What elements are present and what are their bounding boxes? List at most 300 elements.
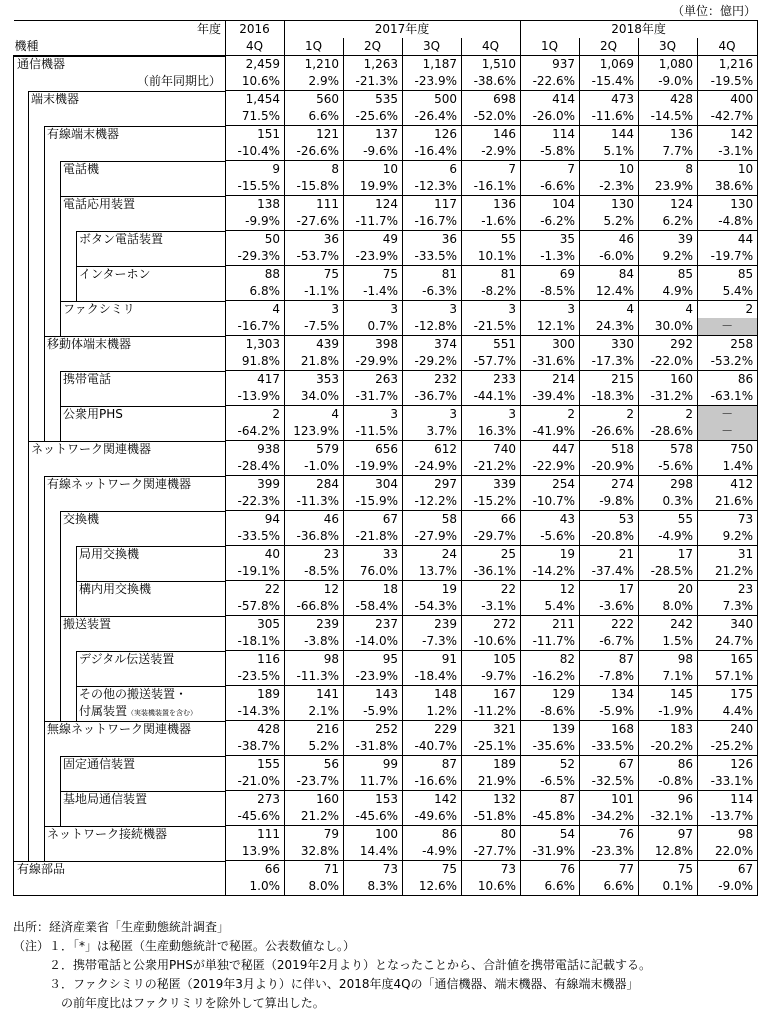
row-label-cell bbox=[14, 458, 226, 476]
rate-cell: － bbox=[698, 423, 758, 441]
value-cell: 168 bbox=[580, 721, 639, 739]
row-label-cell bbox=[14, 231, 226, 249]
rate-cell: -45.8% bbox=[521, 808, 580, 826]
value-cell: 10 bbox=[580, 161, 639, 179]
value-cell: 578 bbox=[639, 441, 698, 459]
value-cell: 114 bbox=[521, 126, 580, 144]
value-cell: 24 bbox=[403, 546, 462, 564]
rate-cell: -23.9% bbox=[344, 248, 403, 266]
value-cell: 76 bbox=[521, 861, 580, 879]
table-row-rate bbox=[14, 108, 758, 126]
row-label: 有線ネットワーク関連機器 bbox=[47, 476, 192, 491]
value-cell: 35 bbox=[521, 231, 580, 249]
value-cell: 91 bbox=[403, 651, 462, 669]
value-cell: 143 bbox=[344, 686, 403, 704]
value-cell: 938 bbox=[226, 441, 285, 459]
rate-cell: -10.6% bbox=[462, 633, 521, 651]
rate-cell: -22.6% bbox=[521, 73, 580, 91]
value-cell: 75 bbox=[403, 861, 462, 879]
table-row-rate bbox=[14, 598, 758, 616]
value-cell: 73 bbox=[462, 861, 521, 879]
table-row-rate bbox=[14, 738, 758, 756]
row-label-cell bbox=[14, 336, 226, 354]
rate-cell: 16.3% bbox=[462, 423, 521, 441]
rate-cell: -3.8% bbox=[285, 633, 344, 651]
rate-cell: 3.7% bbox=[403, 423, 462, 441]
row-label: 無線ネットワーク関連機器 bbox=[47, 721, 192, 736]
row-label-cell bbox=[14, 861, 226, 879]
rate-cell: 12.4% bbox=[580, 283, 639, 301]
table-row-rate bbox=[14, 458, 758, 476]
table-row bbox=[14, 56, 758, 74]
rate-cell: -32.5% bbox=[580, 773, 639, 791]
value-cell: 3 bbox=[344, 301, 403, 319]
row-label-line2-main: 付属装置 bbox=[79, 704, 128, 718]
value-cell: 79 bbox=[285, 826, 344, 844]
rate-cell: -40.7% bbox=[403, 738, 462, 756]
rate-cell: -24.9% bbox=[403, 458, 462, 476]
value-cell: 4 bbox=[639, 301, 698, 319]
value-cell: 73 bbox=[344, 861, 403, 879]
row-label-cell bbox=[14, 791, 226, 809]
value-cell: 237 bbox=[344, 616, 403, 634]
header-kishu-label: 機種 bbox=[14, 39, 39, 53]
value-cell: 85 bbox=[639, 266, 698, 284]
row-label-line2 bbox=[79, 703, 197, 721]
rate-cell: -9.6% bbox=[344, 143, 403, 161]
rate-cell: 1.4% bbox=[698, 458, 758, 476]
row-label-cell bbox=[14, 318, 226, 336]
table-row-rate bbox=[14, 248, 758, 266]
value-cell: 535 bbox=[344, 91, 403, 109]
notes bbox=[13, 918, 651, 1013]
value-cell: 23 bbox=[285, 546, 344, 564]
value-cell: 414 bbox=[521, 91, 580, 109]
row-label-cell bbox=[14, 301, 226, 319]
value-cell: 71 bbox=[285, 861, 344, 879]
value-cell: 17 bbox=[580, 581, 639, 599]
rate-cell: 7.1% bbox=[639, 668, 698, 686]
rate-cell: 14.4% bbox=[344, 843, 403, 861]
rate-cell: 1.5% bbox=[639, 633, 698, 651]
value-cell: 189 bbox=[226, 686, 285, 704]
value-cell: 130 bbox=[580, 196, 639, 214]
rate-cell: -1.6% bbox=[462, 213, 521, 231]
rate-cell: -1.0% bbox=[285, 458, 344, 476]
value-cell: 2 bbox=[521, 406, 580, 424]
rate-cell: -8.5% bbox=[285, 563, 344, 581]
row-label-cell bbox=[14, 546, 226, 564]
rate-cell: -4.9% bbox=[639, 528, 698, 546]
rate-cell: -31.6% bbox=[521, 353, 580, 371]
value-cell: 233 bbox=[462, 371, 521, 389]
table-row bbox=[14, 161, 758, 179]
table-row-rate bbox=[14, 808, 758, 826]
value-cell: 67 bbox=[344, 511, 403, 529]
row-label-cell bbox=[14, 598, 226, 616]
rate-cell: -29.7% bbox=[462, 528, 521, 546]
value-cell: 399 bbox=[226, 476, 285, 494]
value-cell: 7 bbox=[462, 161, 521, 179]
rate-cell: 5.2% bbox=[285, 738, 344, 756]
value-cell: 1,263 bbox=[344, 56, 403, 74]
value-cell: 19 bbox=[403, 581, 462, 599]
value-cell: 22 bbox=[226, 581, 285, 599]
row-label-cell bbox=[14, 878, 226, 896]
value-cell: 36 bbox=[285, 231, 344, 249]
rate-cell: 12.6% bbox=[403, 878, 462, 896]
value-cell: 400 bbox=[698, 91, 758, 109]
value-cell: 3 bbox=[285, 301, 344, 319]
value-cell: 321 bbox=[462, 721, 521, 739]
rate-cell: -8.5% bbox=[521, 283, 580, 301]
row-label-cell bbox=[14, 651, 226, 669]
rate-cell: -3.1% bbox=[462, 598, 521, 616]
rate-cell: -44.1% bbox=[462, 388, 521, 406]
row-label-cell bbox=[14, 826, 226, 844]
value-cell: 1,303 bbox=[226, 336, 285, 354]
value-cell: 428 bbox=[226, 721, 285, 739]
rate-cell: -1.9% bbox=[639, 703, 698, 721]
rate-cell: -6.2% bbox=[521, 213, 580, 231]
row-label-cell bbox=[14, 266, 226, 284]
rate-cell: 9.2% bbox=[698, 528, 758, 546]
rate-cell: -36.8% bbox=[285, 528, 344, 546]
rate-cell: -35.6% bbox=[521, 738, 580, 756]
value-cell: 216 bbox=[285, 721, 344, 739]
row-label-cell bbox=[14, 143, 226, 161]
rate-cell: 5.1% bbox=[580, 143, 639, 161]
rate-cell: － bbox=[698, 318, 758, 336]
value-cell: 7 bbox=[521, 161, 580, 179]
row-label-cell bbox=[14, 371, 226, 389]
row-label-cell bbox=[14, 843, 226, 861]
value-cell: 211 bbox=[521, 616, 580, 634]
row-label-cell bbox=[14, 738, 226, 756]
rate-cell: -3.6% bbox=[580, 598, 639, 616]
rate-cell: -18.4% bbox=[403, 668, 462, 686]
value-cell: 111 bbox=[285, 196, 344, 214]
rate-cell: -23.5% bbox=[226, 668, 285, 686]
value-cell: 214 bbox=[521, 371, 580, 389]
row-label-cell bbox=[14, 808, 226, 826]
rate-cell: -11.3% bbox=[285, 493, 344, 511]
rate-cell: 2.9% bbox=[285, 73, 344, 91]
rate-cell: 0.7% bbox=[344, 318, 403, 336]
table-row-rate bbox=[14, 563, 758, 581]
rate-cell: 123.9% bbox=[285, 423, 344, 441]
value-cell: 3 bbox=[462, 301, 521, 319]
table-row-rate bbox=[14, 178, 758, 196]
table-row-rate bbox=[14, 703, 758, 721]
quarter-header: 3Q bbox=[403, 38, 462, 56]
value-cell: 447 bbox=[521, 441, 580, 459]
row-label-cell bbox=[14, 126, 226, 144]
row-label: インターホン bbox=[79, 266, 151, 281]
row-label-cell bbox=[14, 353, 226, 371]
row-label: 基地局通信装置 bbox=[63, 791, 148, 806]
row-label-cell bbox=[14, 528, 226, 546]
value-cell: 4 bbox=[580, 301, 639, 319]
value-cell: 96 bbox=[639, 791, 698, 809]
quarter-header: 2Q bbox=[580, 38, 639, 56]
value-cell: 215 bbox=[580, 371, 639, 389]
value-cell: 132 bbox=[462, 791, 521, 809]
row-label: 移動体端末機器 bbox=[47, 336, 132, 351]
value-cell: 1,080 bbox=[639, 56, 698, 74]
value-cell: 85 bbox=[698, 266, 758, 284]
value-cell: 374 bbox=[403, 336, 462, 354]
rate-cell: -14.2% bbox=[521, 563, 580, 581]
row-label-cell bbox=[14, 108, 226, 126]
rate-cell: -11.7% bbox=[344, 213, 403, 231]
row-label-cell bbox=[14, 406, 226, 424]
value-cell: 8 bbox=[285, 161, 344, 179]
rate-cell: 5.2% bbox=[580, 213, 639, 231]
rate-cell: 6.6% bbox=[285, 108, 344, 126]
rate-cell: 8.0% bbox=[285, 878, 344, 896]
value-cell: 97 bbox=[639, 826, 698, 844]
value-cell: 428 bbox=[639, 91, 698, 109]
row-label-cell bbox=[14, 283, 226, 301]
rate-cell: -39.4% bbox=[521, 388, 580, 406]
production-table bbox=[13, 20, 758, 896]
row-label: ネットワーク関連機器 bbox=[31, 441, 152, 456]
value-cell: 2,459 bbox=[226, 56, 285, 74]
rate-cell: -23.9% bbox=[344, 668, 403, 686]
quarter-header: 4Q bbox=[226, 38, 285, 56]
rate-cell: -38.7% bbox=[226, 738, 285, 756]
rate-cell: -57.8% bbox=[226, 598, 285, 616]
value-cell: 18 bbox=[344, 581, 403, 599]
value-cell: 9 bbox=[226, 161, 285, 179]
row-label-cell bbox=[14, 91, 226, 109]
rate-cell: -0.8% bbox=[639, 773, 698, 791]
value-cell: 105 bbox=[462, 651, 521, 669]
rate-cell: 12.1% bbox=[521, 318, 580, 336]
value-cell: 937 bbox=[521, 56, 580, 74]
rate-cell: -52.0% bbox=[462, 108, 521, 126]
rate-cell: -22.0% bbox=[639, 353, 698, 371]
value-cell: 31 bbox=[698, 546, 758, 564]
rate-cell: -5.9% bbox=[580, 703, 639, 721]
rate-cell: 23.9% bbox=[639, 178, 698, 196]
rate-cell: 1.2% bbox=[403, 703, 462, 721]
value-cell: 124 bbox=[344, 196, 403, 214]
value-cell: 95 bbox=[344, 651, 403, 669]
value-cell: 1,216 bbox=[698, 56, 758, 74]
value-cell: 56 bbox=[285, 756, 344, 774]
rate-cell: -63.1% bbox=[698, 388, 758, 406]
value-cell: 124 bbox=[639, 196, 698, 214]
table-row bbox=[14, 616, 758, 634]
unit-label: （単位：億円） bbox=[671, 4, 756, 18]
rate-cell: -1.1% bbox=[285, 283, 344, 301]
row-label-cell bbox=[14, 476, 226, 494]
value-cell: 339 bbox=[462, 476, 521, 494]
value-cell: 81 bbox=[462, 266, 521, 284]
rate-cell: 5.4% bbox=[521, 598, 580, 616]
value-cell: 104 bbox=[521, 196, 580, 214]
rate-cell: -16.7% bbox=[226, 318, 285, 336]
value-cell: 551 bbox=[462, 336, 521, 354]
rate-cell: -4.9% bbox=[403, 843, 462, 861]
value-cell: 167 bbox=[462, 686, 521, 704]
value-cell: 229 bbox=[403, 721, 462, 739]
row-label-cell bbox=[14, 196, 226, 214]
row-label-cell bbox=[14, 616, 226, 634]
value-cell: 254 bbox=[521, 476, 580, 494]
quarter-header: 4Q bbox=[462, 38, 521, 56]
rate-cell: 5.4% bbox=[698, 283, 758, 301]
rate-cell: -5.8% bbox=[521, 143, 580, 161]
value-cell: 175 bbox=[698, 686, 758, 704]
row-label: 公衆用PHS bbox=[63, 406, 123, 421]
value-cell: 23 bbox=[698, 581, 758, 599]
value-cell: 263 bbox=[344, 371, 403, 389]
value-cell: 8 bbox=[639, 161, 698, 179]
rate-cell: 11.7% bbox=[344, 773, 403, 791]
table-row bbox=[14, 756, 758, 774]
row-label: 局用交換機 bbox=[79, 546, 140, 561]
rate-cell: -64.2% bbox=[226, 423, 285, 441]
value-cell: 25 bbox=[462, 546, 521, 564]
value-cell: 274 bbox=[580, 476, 639, 494]
row-label: 搬送装置 bbox=[63, 616, 112, 631]
rate-cell: -29.3% bbox=[226, 248, 285, 266]
table-row bbox=[14, 826, 758, 844]
table-row bbox=[14, 301, 758, 319]
value-cell: 75 bbox=[639, 861, 698, 879]
table-row-rate bbox=[14, 633, 758, 651]
table-row-rate bbox=[14, 353, 758, 371]
rate-cell: -51.8% bbox=[462, 808, 521, 826]
rate-cell: -57.7% bbox=[462, 353, 521, 371]
header-nendo-label: 年度 bbox=[196, 22, 221, 36]
value-cell: 86 bbox=[639, 756, 698, 774]
rate-cell: -28.6% bbox=[639, 423, 698, 441]
rate-cell: -18.1% bbox=[226, 633, 285, 651]
rate-cell: -26.6% bbox=[285, 143, 344, 161]
rate-cell: -37.4% bbox=[580, 563, 639, 581]
value-cell: 2 bbox=[639, 406, 698, 424]
rate-cell: -11.3% bbox=[285, 668, 344, 686]
rate-cell: -33.5% bbox=[580, 738, 639, 756]
row-label-cell bbox=[14, 511, 226, 529]
value-cell: 66 bbox=[462, 511, 521, 529]
row-label: ネットワーク接続機器 bbox=[47, 826, 168, 841]
value-cell: 300 bbox=[521, 336, 580, 354]
rate-cell: 71.5% bbox=[226, 108, 285, 126]
row-label-cell bbox=[14, 581, 226, 599]
table-row bbox=[14, 126, 758, 144]
value-cell: 1,210 bbox=[285, 56, 344, 74]
row-label-cell bbox=[14, 213, 226, 231]
rate-cell: 10.6% bbox=[226, 73, 285, 91]
row-label-cell bbox=[14, 388, 226, 406]
rate-cell: -14.0% bbox=[344, 633, 403, 651]
value-cell: 2 bbox=[226, 406, 285, 424]
value-cell: 94 bbox=[226, 511, 285, 529]
rate-cell: -32.1% bbox=[639, 808, 698, 826]
value-cell: 116 bbox=[226, 651, 285, 669]
rate-cell: -38.6% bbox=[462, 73, 521, 91]
value-cell: 151 bbox=[226, 126, 285, 144]
value-cell: 55 bbox=[462, 231, 521, 249]
rate-cell: -42.7% bbox=[698, 108, 758, 126]
rate-cell: -34.2% bbox=[580, 808, 639, 826]
rate-cell: -53.7% bbox=[285, 248, 344, 266]
value-cell: 80 bbox=[462, 826, 521, 844]
rate-cell: -7.5% bbox=[285, 318, 344, 336]
rate-cell: 10.1% bbox=[462, 248, 521, 266]
row-label-cell bbox=[14, 703, 226, 721]
rate-cell: -3.1% bbox=[698, 143, 758, 161]
value-cell: 114 bbox=[698, 791, 758, 809]
rate-cell: 6.6% bbox=[580, 878, 639, 896]
quarter-header: 3Q bbox=[639, 38, 698, 56]
value-cell: 656 bbox=[344, 441, 403, 459]
value-cell: 117 bbox=[403, 196, 462, 214]
value-cell: 66 bbox=[226, 861, 285, 879]
value-cell: 87 bbox=[403, 756, 462, 774]
row-label-cell bbox=[14, 773, 226, 791]
value-cell: 126 bbox=[698, 756, 758, 774]
value-cell: 134 bbox=[580, 686, 639, 704]
value-cell: 19 bbox=[521, 546, 580, 564]
value-cell: 148 bbox=[403, 686, 462, 704]
value-cell: 750 bbox=[698, 441, 758, 459]
row-label-cell bbox=[14, 423, 226, 441]
row-label: 有線部品 bbox=[17, 861, 66, 876]
value-cell: 87 bbox=[521, 791, 580, 809]
value-cell: 100 bbox=[344, 826, 403, 844]
value-cell: 76 bbox=[580, 826, 639, 844]
rate-cell: -2.9% bbox=[462, 143, 521, 161]
table-row bbox=[14, 581, 758, 599]
value-cell: 2 bbox=[698, 301, 758, 319]
rate-cell: 24.3% bbox=[580, 318, 639, 336]
rate-cell: -54.3% bbox=[403, 598, 462, 616]
table-row bbox=[14, 476, 758, 494]
year-2018: 2018年度 bbox=[521, 21, 758, 39]
rate-cell: -6.0% bbox=[580, 248, 639, 266]
value-cell: 86 bbox=[403, 826, 462, 844]
rate-cell: -25.2% bbox=[698, 738, 758, 756]
rate-cell: -31.2% bbox=[639, 388, 698, 406]
value-cell: 88 bbox=[226, 266, 285, 284]
year-2017: 2017年度 bbox=[285, 21, 521, 39]
rate-cell: -23.9% bbox=[403, 73, 462, 91]
value-cell: 500 bbox=[403, 91, 462, 109]
rate-cell: -23.7% bbox=[285, 773, 344, 791]
rate-cell: 30.0% bbox=[639, 318, 698, 336]
rate-cell: -6.5% bbox=[521, 773, 580, 791]
rate-cell: -15.2% bbox=[462, 493, 521, 511]
value-cell: 17 bbox=[639, 546, 698, 564]
value-cell: 50 bbox=[226, 231, 285, 249]
table-row-rate bbox=[14, 668, 758, 686]
value-cell: 145 bbox=[639, 686, 698, 704]
table-row-rate bbox=[14, 493, 758, 511]
value-cell: 87 bbox=[580, 651, 639, 669]
rate-cell: 7.3% bbox=[698, 598, 758, 616]
table-row bbox=[14, 371, 758, 389]
row-label: 交換機 bbox=[63, 511, 100, 526]
rate-cell: -25.1% bbox=[462, 738, 521, 756]
rate-cell: -20.8% bbox=[580, 528, 639, 546]
rate-cell: 7.7% bbox=[639, 143, 698, 161]
